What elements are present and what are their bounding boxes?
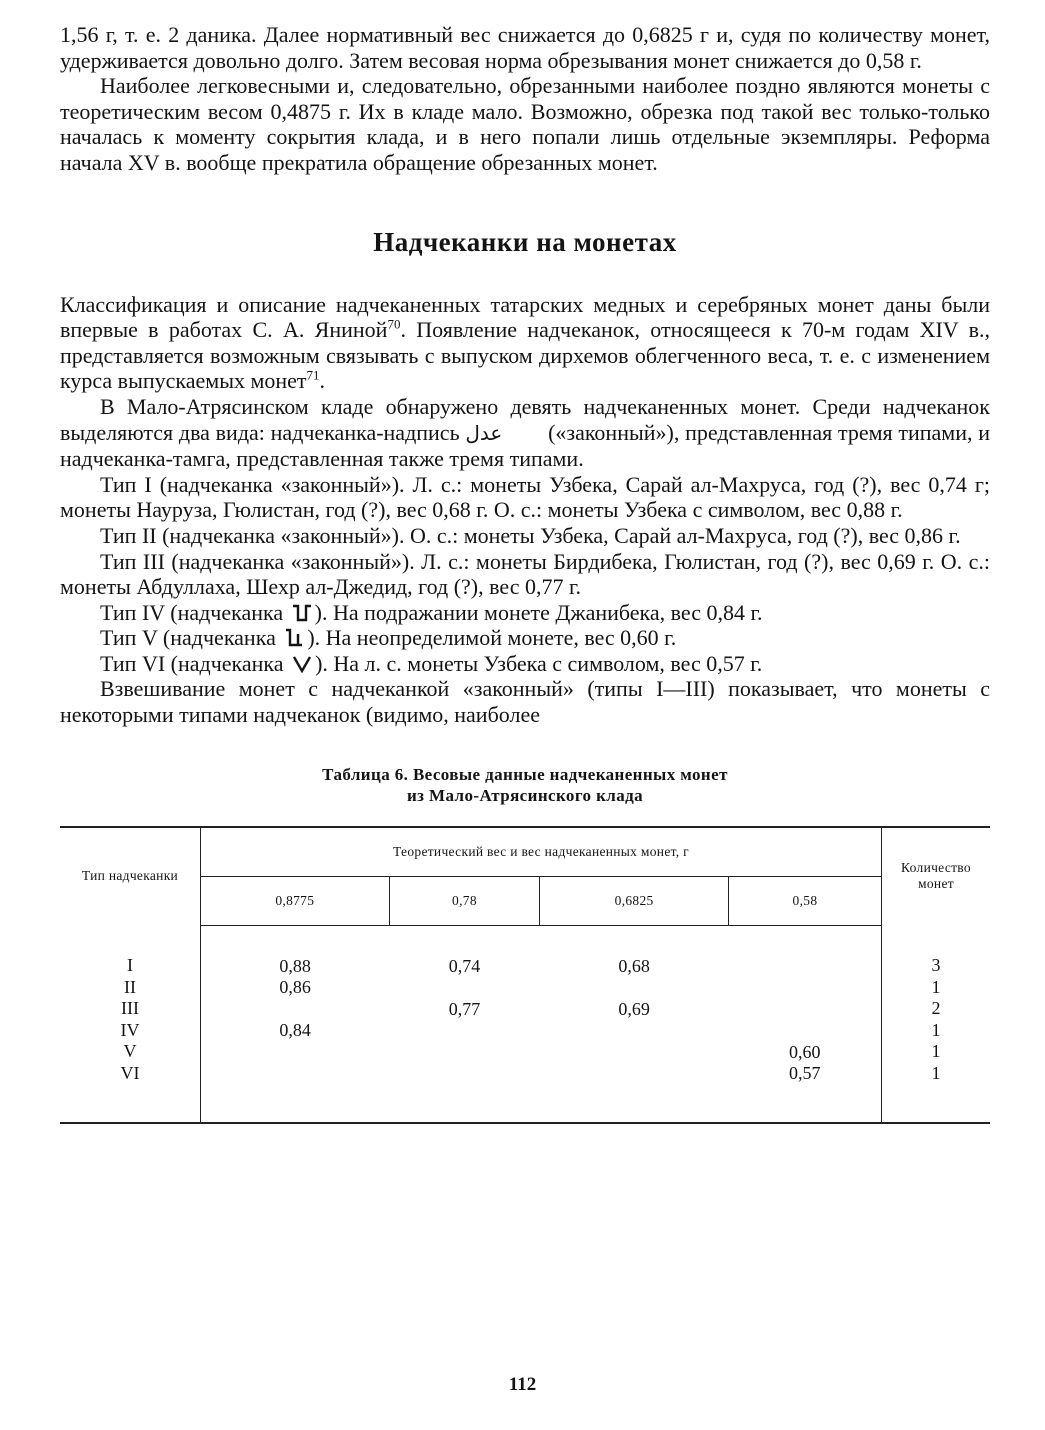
row-1-w4 xyxy=(729,956,880,978)
footnote-ref-70: 70 xyxy=(387,316,401,332)
row-6-count: 1 xyxy=(931,1062,941,1083)
table-cell-count xyxy=(882,925,991,1122)
row-2-w4 xyxy=(729,977,880,999)
header-weight-2: 0,6825 xyxy=(540,876,729,925)
type-2-paragraph: Тип II (надчеканка «законный»). О. с.: монеты Узбека, Сарай ал-Махруса, год (?), вес 0,86 г. xyxy=(100,522,961,548)
type-3-paragraph: Тип III (надчеканка «законный»). Л. с.: монеты Бирдибека, Гюлистан, год (?), вес 0,69 г. О. с.: монеты Абдуллаха, Шехр ал-Джедид, год (?), вес 0,77 г. xyxy=(60,548,990,600)
table-cell-w3 xyxy=(540,925,729,1122)
row-3-type: III xyxy=(121,998,139,1019)
row-6-w4: 0,57 xyxy=(788,1063,821,1084)
type-4-paragraph xyxy=(60,600,990,626)
row-3-w4 xyxy=(729,999,880,1021)
tamga-type-5-icon xyxy=(283,628,305,648)
section-paragraph-2 xyxy=(60,394,990,472)
header-weight-3: 0,58 xyxy=(728,876,881,925)
header-weight-0: 0,8775 xyxy=(201,876,390,925)
row-6-w3 xyxy=(541,1063,728,1085)
type-6-text-a: Тип VI (надчеканка xyxy=(100,650,284,676)
row-2-w1: 0,86 xyxy=(279,977,311,998)
row-6-w2 xyxy=(390,1063,539,1085)
header-weight-1: 0,78 xyxy=(389,876,540,925)
intro-paragraph-1: 1,56 г, т. е. 2 даника. Далее нормативный вес снижается до 0,6825 г и, судя по количеству монет, удерживается довольно долго. Затем весовая норма обрезывания монет снижается до 0,58 г. xyxy=(60,22,990,73)
row-3-w1 xyxy=(202,999,388,1021)
table-caption-line-2: из Мало-Атрясинского клада xyxy=(406,785,644,805)
header-weights-group-label: Теоретический вес и вес надчеканенных монет, г xyxy=(393,843,689,859)
table-cell-type xyxy=(60,925,201,1122)
type-5-paragraph xyxy=(60,625,990,651)
header-type xyxy=(60,827,201,926)
table-cell-w2 xyxy=(389,925,540,1122)
row-5-w2 xyxy=(390,1042,539,1064)
last-paragraph: Взвешивание монет с надчеканкой «законный» (типы I—III) показывает, что монеты с некоторыми типами надчеканок (видимо, наиболее xyxy=(60,676,990,728)
row-4-w3 xyxy=(541,1020,728,1042)
table-caption xyxy=(60,764,990,806)
row-2-count: 1 xyxy=(931,976,941,997)
section-paragraph-1-text: Классификация и описание надчеканенных татарских медных и серебряных монет даны были впервые в работах С. А. Яниной xyxy=(60,291,990,343)
type-4-text-b: ). На подражании монете Джанибека, вес 0,84 г. xyxy=(314,599,763,625)
row-5-w4: 0,60 xyxy=(788,1041,821,1062)
row-1-w3: 0,68 xyxy=(618,955,650,976)
row-4-w2 xyxy=(390,1020,539,1042)
section-paragraph-2-b: («законный»), представленная тремя типами, и надчеканка-тамга, представленная также тремя типами. xyxy=(60,419,991,472)
tamga-type-4-icon xyxy=(291,603,313,623)
row-1-count: 3 xyxy=(931,955,941,976)
row-3-w3: 0,69 xyxy=(618,998,650,1019)
type-4-text-a: Тип IV (надчеканка xyxy=(100,599,284,625)
type-1-paragraph: Тип I (надчеканка «законный»). Л. с.: монеты Узбека, Сарай ал-Махруса, год (?), вес 0,74 г; монеты Науруза, Гюлистан, год (?), вес 0,68 г. О. с.: монеты Узбека с символом, вес 0,88 г. xyxy=(60,471,990,523)
table-cell-w4 xyxy=(728,925,881,1122)
section-paragraph-2-a: В Мало-Атрясинском кладе обнаружено девять надчеканенных монет. Среди надчеканок выделяются два вида: надчеканка-надпись xyxy=(60,393,990,445)
intro-paragraph-2: Наиболее легковесными и, следовательно, обрезанными наиболее поздно являются монеты с теоретическим весом 0,4875 г. Их в кладе мало. Возможно, обрезка под такой вес только-только началась к моменту сокрытия клада, и в него попали лишь отдельные экземпляры. Реформа начала XV в. вообще прекратила обращение обрезанных монет. xyxy=(60,73,990,175)
row-4-w1: 0,84 xyxy=(279,1020,311,1041)
row-2-type: II xyxy=(124,976,136,997)
row-4-count: 1 xyxy=(931,1019,941,1040)
row-6-type: VI xyxy=(120,1062,140,1083)
row-6-w1 xyxy=(202,1063,388,1085)
row-1-w1: 0,88 xyxy=(279,955,311,976)
page-number: 112 xyxy=(508,1374,537,1395)
type-6-text-b: ). На л. с. монеты Узбека с символом, вес 0,57 г. xyxy=(315,650,763,676)
table-caption-line-1: Таблица 6. Весовые данные надчеканенных монет xyxy=(322,764,728,784)
section-paragraph-1-end: . xyxy=(319,368,326,394)
section-paragraph-1-cont: . Появление надчеканок, относящееся к 70-м годам XIV в., представляется возможным связывать с выпуском дирхемов облегченного веса, т. е. с изменением курса выпускаемых монет xyxy=(60,317,990,394)
table-cell-w1 xyxy=(201,925,390,1122)
footnote-ref-71: 71 xyxy=(306,368,320,384)
row-5-w1 xyxy=(202,1042,388,1064)
row-2-w3 xyxy=(541,977,728,999)
row-3-count: 2 xyxy=(931,998,941,1019)
arabic-adl-inscription: عدل xyxy=(465,420,503,445)
weights-table xyxy=(60,826,990,1125)
header-type-label: Тип надчеканки xyxy=(81,868,179,884)
header-count xyxy=(882,827,991,926)
page-body xyxy=(60,22,990,1124)
row-4-w4 xyxy=(729,1020,880,1042)
row-4-type: IV xyxy=(120,1019,140,1040)
tamga-type-6-icon xyxy=(291,654,313,674)
header-count-label: Количество монет xyxy=(901,860,971,892)
row-5-count: 1 xyxy=(931,1041,941,1062)
section-paragraph-1 xyxy=(60,292,990,394)
row-1-type: I xyxy=(127,955,133,976)
row-3-w2: 0,77 xyxy=(448,998,481,1019)
row-5-w3 xyxy=(541,1042,728,1064)
type-5-text-a: Тип V (надчеканка xyxy=(100,625,276,651)
type-6-paragraph xyxy=(60,651,990,677)
row-5-type: V xyxy=(123,1041,137,1062)
row-2-w2 xyxy=(390,977,539,999)
section-title: Надчеканки на монетах xyxy=(373,226,677,257)
row-1-w2: 0,74 xyxy=(448,955,481,976)
type-5-text-b: ). На неопределимой монете, вес 0,60 г. xyxy=(307,625,677,651)
header-weights-group xyxy=(201,827,882,877)
